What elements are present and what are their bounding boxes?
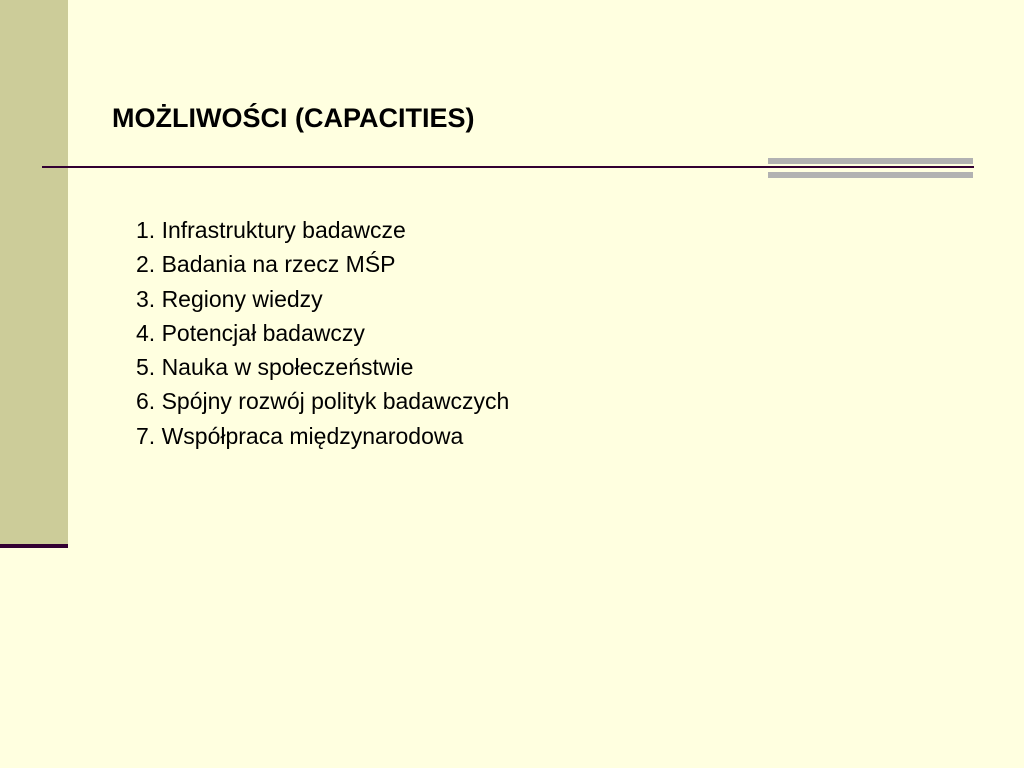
list-item: 2. Badania na rzecz MŚP: [136, 251, 396, 278]
list-item: 6. Spójny rozwój polityk badawczych: [136, 388, 510, 415]
side-band: [0, 0, 68, 545]
list-item: 5. Nauka w społeczeństwie: [136, 354, 414, 381]
list-item: 7. Współpraca międzynarodowa: [136, 422, 464, 449]
list-item: 4. Potencjał badawczy: [136, 319, 365, 346]
list-item: 3. Regiony wiedzy: [136, 285, 323, 312]
accent-bar-bottom: [768, 172, 973, 178]
side-band-rule: [0, 544, 68, 548]
item-list: [136, 213, 509, 453]
accent-bar-top: [768, 158, 973, 164]
title-divider: [42, 166, 974, 168]
list-item: 1. Infrastruktury badawcze: [136, 217, 406, 243]
slide-title: MOŻLIWOŚCI (CAPACITIES): [112, 103, 475, 133]
